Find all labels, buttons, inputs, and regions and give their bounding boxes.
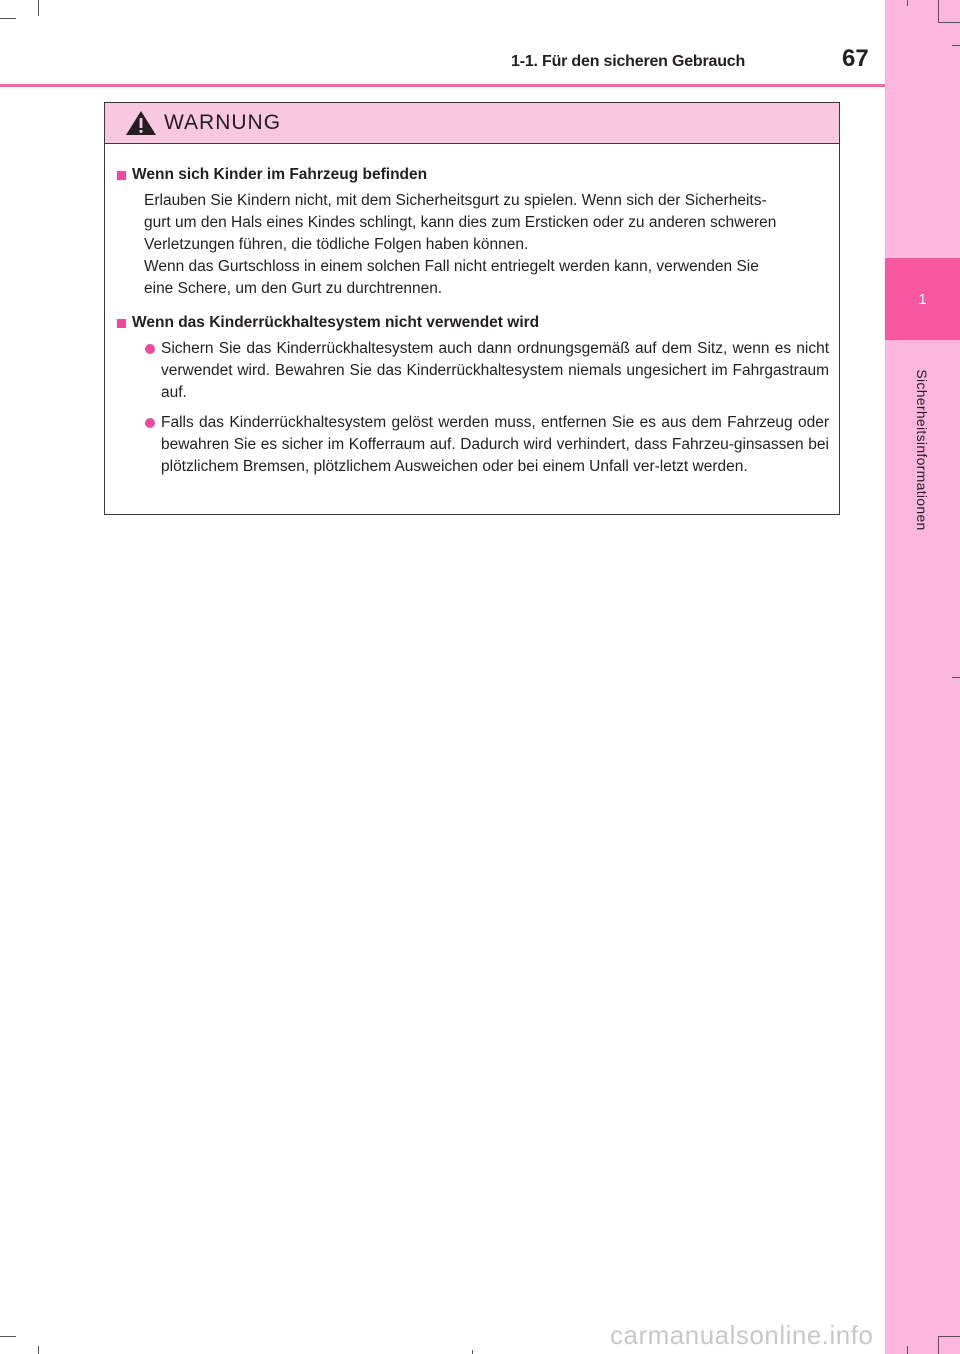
crop-mark [0,18,16,19]
crop-mark [38,0,39,16]
paragraph-line: Wenn das Gurtschloss in einem solchen Fall nicht entriegelt werden kann, verwenden Sie [144,258,759,275]
section-heading-text: Wenn das Kinderrückhaltesystem nicht verwendet wird [132,314,540,331]
page-number: 67 [842,45,869,72]
square-bullet-icon [117,319,126,328]
square-bullet-icon [117,171,126,180]
list-item-text: Sichern Sie das Kinderrückhaltesystem auch dann ordnungsgemäß auf dem Sitz, wenn es nicht verwendet wird. Bewahren Sie das Kinderrückhaltesystem niemals ungesichert im Fahrgastraum auf. [161,340,829,401]
crop-mark [907,0,908,6]
warning-title: WARNUNG [164,111,282,134]
chapter-title: Sicherheitsinformationen [914,369,930,531]
header-divider [0,84,885,87]
section-title: 1-1. Für den sicheren Gebrauch [511,53,746,70]
crop-mark [907,1346,908,1354]
chapter-number-tab [885,258,960,340]
paragraph-line: eine Schere, um den Gurt zu durchtrennen. [144,280,443,297]
round-bullet-icon [145,344,155,354]
crop-mark [938,22,960,23]
crop-mark [952,45,960,46]
crop-mark [472,1350,473,1354]
round-bullet-icon [145,418,155,428]
watermark: carmanualsonline.info [610,1320,874,1350]
warning-header [105,103,839,144]
paragraph-line: gurt um den Hals eines Kindes schlingt, kann dies zum Ersticken oder zu anderen schweren [144,214,777,231]
crop-mark [952,677,960,678]
list-item [161,338,829,404]
paragraph-line: Erlauben Sie Kindern nicht, mit dem Sicherheitsgurt zu spielen. Wenn sich der Sicherheits- [144,192,767,209]
list-item-text: Falls das Kinderrückhaltesystem gelöst werden muss, entfernen Sie es aus dem Fahrzeug oder bewahren Sie es sicher im Kofferraum auf. Dadurch wird verhindert, dass Fahrzeu-ginsassen bei plötzlichem Bremsen, plötzlichem Ausweichen oder bei einem Unfall ver-letzt werden. [161,414,829,475]
crop-mark [938,1336,939,1354]
section-heading-text: Wenn sich Kinder im Fahrzeug befinden [132,166,428,183]
crop-mark [938,0,939,22]
chapter-number: 1 [918,290,927,308]
chapter-sidebar [885,0,960,1354]
section-heading-children-in-vehicle [117,164,829,186]
warning-triangle-icon [125,110,157,136]
section-paragraph [144,190,829,300]
crop-mark [0,1336,16,1337]
crop-mark [938,1336,960,1337]
section-heading-child-restraint-unused [117,312,829,334]
paragraph-line: Verletzungen führen, die tödliche Folgen haben können. [144,236,529,253]
list-item [161,412,829,478]
crop-mark [38,1346,39,1354]
warning-box [104,102,840,515]
warning-body [105,144,839,478]
